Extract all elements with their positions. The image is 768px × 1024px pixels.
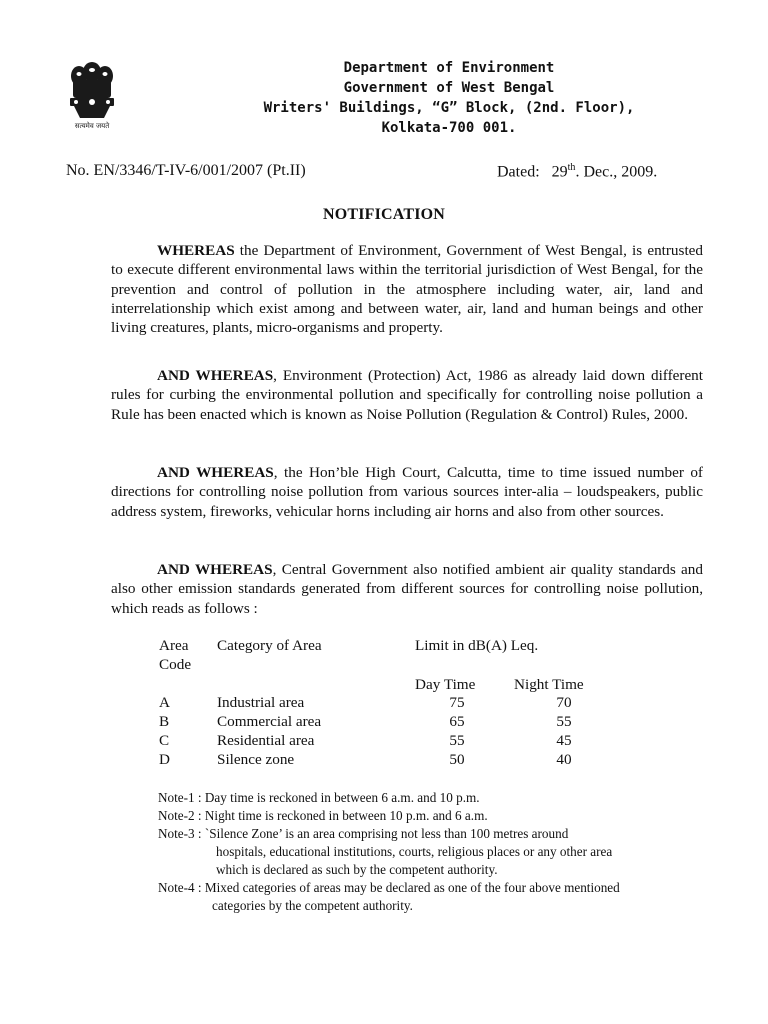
note-label: Note-3 : [158, 826, 202, 841]
header-area-code-1: Area [159, 637, 189, 654]
row-day-value: 50 [449, 751, 465, 768]
paragraph-whereas-1 [111, 241, 703, 337]
header-category: Category of Area [217, 637, 322, 654]
date-line [497, 162, 657, 181]
dated-label: Dated: [497, 163, 540, 181]
row-category: Industrial area [217, 694, 305, 711]
emblem-motto: सत्यमेव जयते [74, 122, 110, 130]
paragraph-lead: AND WHEREAS [157, 561, 273, 578]
paragraph-text: the Department of Environment, Government of West Bengal, is entrusted to execute different environmental laws within the territorial jurisdiction of West Bengal, for the prevention and control of pollution in the atmosphere including water, air, land and interrelationship which exist among and between water, air, land and human beings and other living creatures, plants, micro-organisms and property. [111, 242, 703, 337]
city-pin: Kolkata-700 001. [381, 120, 517, 136]
note-text: Mixed categories of areas may be declared as one of the four above mentioned [204, 880, 620, 895]
paragraph-lead: AND WHEREAS [157, 464, 274, 481]
note-text: Day time is reckoned in between 6 a.m. and 10 p.m. [204, 790, 480, 805]
row-code: D [159, 751, 170, 768]
row-category: Silence zone [217, 751, 295, 768]
note-label: Note-4 : [158, 880, 202, 895]
department-name: Department of Environment [343, 60, 555, 76]
date-day: 29 [551, 163, 568, 181]
note-text: Night time is reckoned in between 10 p.m. and 6 a.m. [204, 808, 488, 823]
paragraph-lead: WHEREAS [157, 242, 235, 259]
paragraph-lead: AND WHEREAS [157, 367, 274, 384]
row-code: B [159, 713, 170, 730]
header-area-code-2: Code [159, 656, 192, 673]
row-day-value: 65 [449, 713, 465, 730]
note-3 [158, 825, 620, 879]
paragraph-text: , Central Government also notified ambient air quality standards and also other emission standards generated from different sources for controlling noise pollution, which reads as follows : [111, 561, 703, 617]
note-4 [158, 879, 620, 915]
header-limit: Limit in dB(A) Leq. [415, 637, 539, 654]
row-code: A [159, 694, 170, 711]
note-text: hospitals, educational institutions, courts, religious places or any other area [216, 844, 613, 859]
government-name: Government of West Bengal [343, 80, 555, 96]
note-2 [158, 807, 620, 825]
reference-number: No. EN/3346/T-IV-6/001/2007 (Pt.II) [66, 162, 306, 179]
row-category: Commercial area [217, 713, 322, 730]
paragraph-whereas-4 [111, 560, 703, 618]
header-night-time: Night Time [514, 676, 584, 693]
paragraph-text: , the Hon’ble High Court, Calcutta, time to time issued number of directions for controlling noise pollution from various sources inter-alia – loudspeakers, public address system, fireworks, vehicular horns including air horns and also from other sources. [111, 464, 703, 520]
note-text: categories by the competent authority. [212, 898, 413, 913]
row-night-value: 40 [556, 751, 572, 768]
row-day-value: 55 [449, 732, 465, 749]
note-label: Note-2 : [158, 808, 202, 823]
page-title: NOTIFICATION [322, 206, 446, 223]
date-suffix: th [567, 162, 576, 173]
paragraph-text: , Environment (Protection) Act, 1986 as already laid down different rules for curbing the environmental pollution and specifically for controlling noise pollution a Rule has been enacted which is known as Noise Pollution (Regulation & Control) Rules, 2000. [111, 367, 703, 423]
note-label: Note-1 : [158, 790, 202, 805]
office-address: Writers' Buildings, “G” Block, (2nd. Floor), [263, 100, 635, 116]
note-text: which is declared as such by the competent authority. [216, 862, 498, 877]
notes-list [158, 789, 620, 915]
row-day-value: 75 [449, 694, 465, 711]
date-rest: . Dec., 2009. [575, 163, 658, 181]
note-1 [158, 789, 620, 807]
row-category: Residential area [217, 732, 315, 749]
row-code: C [159, 732, 170, 749]
paragraph-whereas-3 [111, 463, 703, 521]
row-night-value: 45 [556, 732, 572, 749]
row-night-value: 55 [556, 713, 572, 730]
paragraph-whereas-2 [111, 366, 703, 424]
note-text: `Silence Zone’ is an area comprising not less than 100 metres around [204, 826, 569, 841]
row-night-value: 70 [556, 694, 572, 711]
header-day-time: Day Time [415, 676, 476, 693]
letterhead [240, 58, 658, 138]
